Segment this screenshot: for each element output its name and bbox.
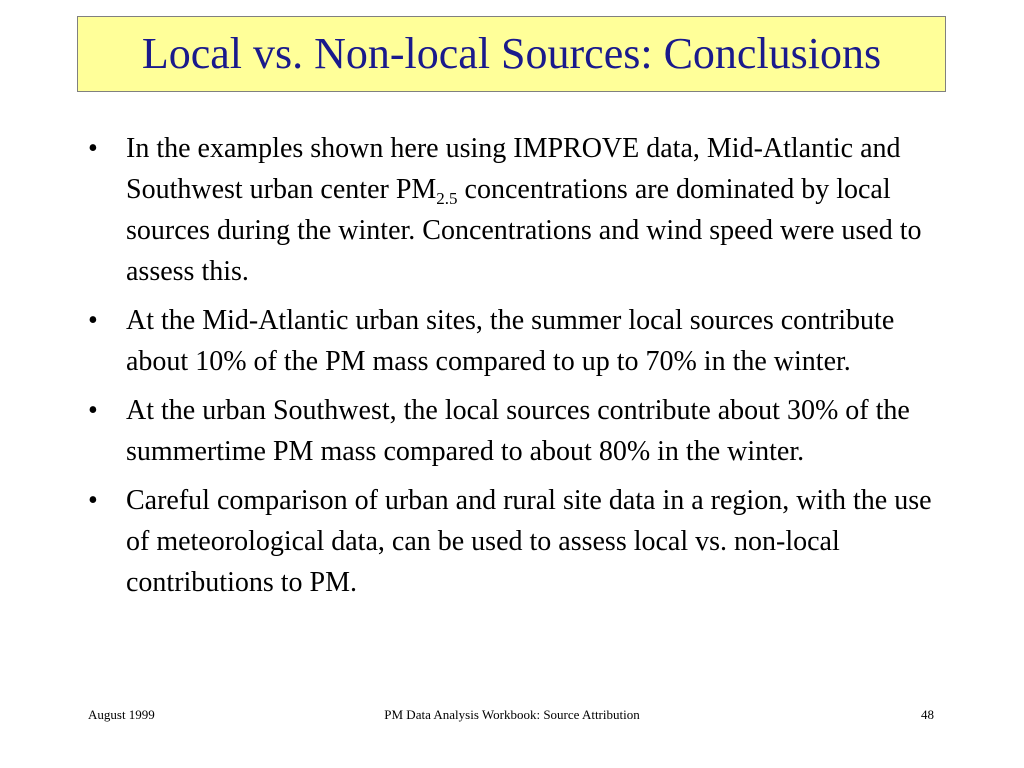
bullet-item-4 — [88, 480, 948, 603]
bullet-marker: • — [88, 485, 98, 516]
footer-date: August 1999 — [88, 707, 155, 722]
bullet-text-4: Careful comparison of urban and rural site data in a region, with the use of meteorological data, can be used to assess local vs. non-local contributions to PM. — [126, 485, 932, 598]
bullet-item-2 — [88, 300, 948, 382]
bullet-marker: • — [88, 133, 98, 164]
bullet-item-1 — [88, 128, 948, 292]
bullet-text-1-part-2: concentrations are dominated by local sources during the winter. Concentrations and wind speed were used to assess this. — [126, 174, 922, 287]
title-box — [77, 16, 946, 92]
bullet-list — [88, 128, 948, 611]
bullet-text-2: At the Mid-Atlantic urban sites, the summer local sources contribute about 10% of the PM mass compared to up to 70% in the winter. — [126, 305, 895, 377]
bullet-marker: • — [88, 305, 98, 336]
footer-page-number: 48 — [921, 707, 934, 722]
bullet-text-1-part-1: In the examples shown here using IMPROVE data, Mid-Atlantic and Southwest urban center PM — [126, 133, 901, 205]
slide-title: Local vs. Non-local Sources: Conclusions — [141, 29, 882, 78]
pm-subscript: 2.5 — [436, 189, 458, 208]
footer-source: PM Data Analysis Workbook: Source Attribution — [384, 707, 640, 722]
bullet-marker: • — [88, 395, 98, 426]
bullet-item-3 — [88, 390, 948, 472]
bullet-text-3: At the urban Southwest, the local sources contribute about 30% of the summertime PM mass compared to about 80% in the winter. — [126, 395, 910, 467]
